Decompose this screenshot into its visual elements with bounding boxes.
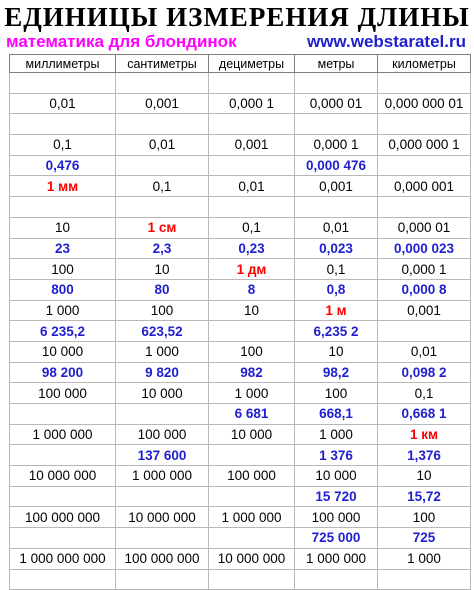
table-cell [116,114,209,135]
table-cell: 6 681 [209,404,295,425]
table-row [10,259,471,280]
table-cell: 0,000 1 [209,93,295,114]
table-cell: 0,023 [295,238,378,259]
table-row [10,383,471,404]
table-cell: 98,2 [295,362,378,383]
table-cell: 98 200 [10,362,116,383]
table-row [10,279,471,300]
table-cell: 0,000 000 1 [378,135,471,156]
table-cell [295,114,378,135]
table-cell: 0,1 [116,176,209,197]
table-cell [378,114,471,135]
table-cell [10,569,116,590]
table-cell: 0,000 001 [378,176,471,197]
table-cell [378,197,471,218]
table-cell: 100 [378,507,471,528]
table-cell: 100 000 [10,383,116,404]
table-cell: 0,000 000 01 [378,93,471,114]
table-cell: 10 [116,259,209,280]
table-cell: 0,000 01 [295,93,378,114]
table-cell [209,528,295,549]
table-cell [378,155,471,176]
header-kilometers: километры [378,55,471,73]
table-cell: 1 000 [116,341,209,362]
table-cell [295,197,378,218]
table-cell: 0,1 [209,217,295,238]
table-row [10,466,471,487]
table-cell [10,73,116,94]
table-cell [116,569,209,590]
table-row [10,73,471,94]
table-cell: 10 [378,466,471,487]
table-cell: 0,001 [209,135,295,156]
table-cell: 100 000 [295,507,378,528]
table-cell [116,197,209,218]
table-cell: 0,000 023 [378,238,471,259]
table-cell: 100 [295,383,378,404]
table-cell: 1 000 [209,383,295,404]
table-row [10,155,471,176]
table-row [10,486,471,507]
table-cell: 623,52 [116,321,209,342]
table-row [10,321,471,342]
table-cell: 10 [10,217,116,238]
table-row [10,445,471,466]
table-cell: 1 м [295,300,378,321]
table-cell [10,197,116,218]
header-centimeters: сантиметры [116,55,209,73]
table-row [10,300,471,321]
table-row [10,424,471,445]
table-cell: 1 000 [378,548,471,569]
table-cell [209,73,295,94]
table-cell [209,486,295,507]
table-cell [209,155,295,176]
table-cell: 100 [116,300,209,321]
table-row [10,197,471,218]
table-cell: 100 000 [116,424,209,445]
table-cell: 6,235 2 [295,321,378,342]
table-cell: 1 000 [10,300,116,321]
header-millimeters: миллиметры [10,55,116,73]
header-decimeters: дециметры [209,55,295,73]
table-cell: 1 см [116,217,209,238]
table-cell: 0,8 [295,279,378,300]
table-cell: 10 000 000 [209,548,295,569]
table-cell: 1 000 000 000 [10,548,116,569]
header-row [10,55,471,73]
length-units-table [9,54,471,590]
table-cell: 0,000 476 [295,155,378,176]
table-cell: 100 000 000 [116,548,209,569]
subtitle-tagline: математика для блондинок [6,32,237,51]
table-cell [378,321,471,342]
table-cell: 9 820 [116,362,209,383]
table-cell: 10 000 [209,424,295,445]
table-cell: 0,01 [378,341,471,362]
table-cell: 80 [116,279,209,300]
table-cell [209,569,295,590]
table-cell: 2,3 [116,238,209,259]
table-row [10,341,471,362]
table-cell: 0,001 [295,176,378,197]
table-cell: 0,01 [10,93,116,114]
table-cell: 0,001 [378,300,471,321]
table-row [10,114,471,135]
table-cell: 100 [209,341,295,362]
table-cell: 725 [378,528,471,549]
table-cell: 100 000 000 [10,507,116,528]
table-cell: 668,1 [295,404,378,425]
table-cell: 982 [209,362,295,383]
page-title: ЕДИНИЦЫ ИЗМЕРЕНИЯ ДЛИНЫ [4,2,470,32]
table-cell: 10 000 [116,383,209,404]
table-cell: 0,23 [209,238,295,259]
header-meters: метры [295,55,378,73]
table-cell: 1 дм [209,259,295,280]
table-cell: 0,668 1 [378,404,471,425]
table-cell: 1 км [378,424,471,445]
table-cell: 10 000 [295,466,378,487]
table-cell: 0,476 [10,155,116,176]
table-cell: 8 [209,279,295,300]
table-cell: 1,376 [378,445,471,466]
table-cell: 10 000 [10,341,116,362]
table-cell: 1 000 000 [116,466,209,487]
table-row [10,548,471,569]
table-cell [295,73,378,94]
table-row [10,93,471,114]
site-url: www.webstaratel.ru [306,32,466,51]
table-cell: 10 [295,341,378,362]
table-cell [209,197,295,218]
table-cell: 1 000 000 [10,424,116,445]
table-cell [116,73,209,94]
table-cell [209,114,295,135]
table-cell [116,404,209,425]
table-row [10,238,471,259]
table-row [10,569,471,590]
table-row [10,217,471,238]
table-cell: 1 000 000 [295,548,378,569]
table-cell: 23 [10,238,116,259]
table-cell [116,486,209,507]
table-cell: 15 720 [295,486,378,507]
table-cell: 100 000 [209,466,295,487]
table-cell: 725 000 [295,528,378,549]
table-cell: 137 600 [116,445,209,466]
table-cell: 1 000 [295,424,378,445]
table-cell [10,528,116,549]
table-cell: 0,1 [295,259,378,280]
table-cell: 10 000 000 [116,507,209,528]
table-cell: 800 [10,279,116,300]
table-row [10,362,471,383]
table-cell: 0,01 [295,217,378,238]
table-cell: 0,01 [116,135,209,156]
table-cell: 0,000 01 [378,217,471,238]
table-cell [10,486,116,507]
table-cell [209,445,295,466]
table-row [10,528,471,549]
table-cell: 0,000 8 [378,279,471,300]
table-cell [378,73,471,94]
table-cell [116,155,209,176]
table-cell: 1 мм [10,176,116,197]
table-cell: 0,098 2 [378,362,471,383]
table-cell [10,114,116,135]
table-cell: 1 376 [295,445,378,466]
table-cell [10,404,116,425]
table-cell: 15,72 [378,486,471,507]
table-cell [378,569,471,590]
table-cell: 10 [209,300,295,321]
table-row [10,404,471,425]
table-cell: 6 235,2 [10,321,116,342]
table-cell: 1 000 000 [209,507,295,528]
table-cell: 100 [10,259,116,280]
table-cell: 10 000 000 [10,466,116,487]
table-cell: 0,000 1 [295,135,378,156]
table-cell: 0,000 1 [378,259,471,280]
table-cell: 0,1 [10,135,116,156]
table-cell: 0,001 [116,93,209,114]
table-cell: 0,01 [209,176,295,197]
table-row [10,135,471,156]
table-cell [209,321,295,342]
table-cell [116,528,209,549]
table-cell [10,445,116,466]
table-cell: 0,1 [378,383,471,404]
table-cell [295,569,378,590]
table-row [10,507,471,528]
table-row [10,176,471,197]
